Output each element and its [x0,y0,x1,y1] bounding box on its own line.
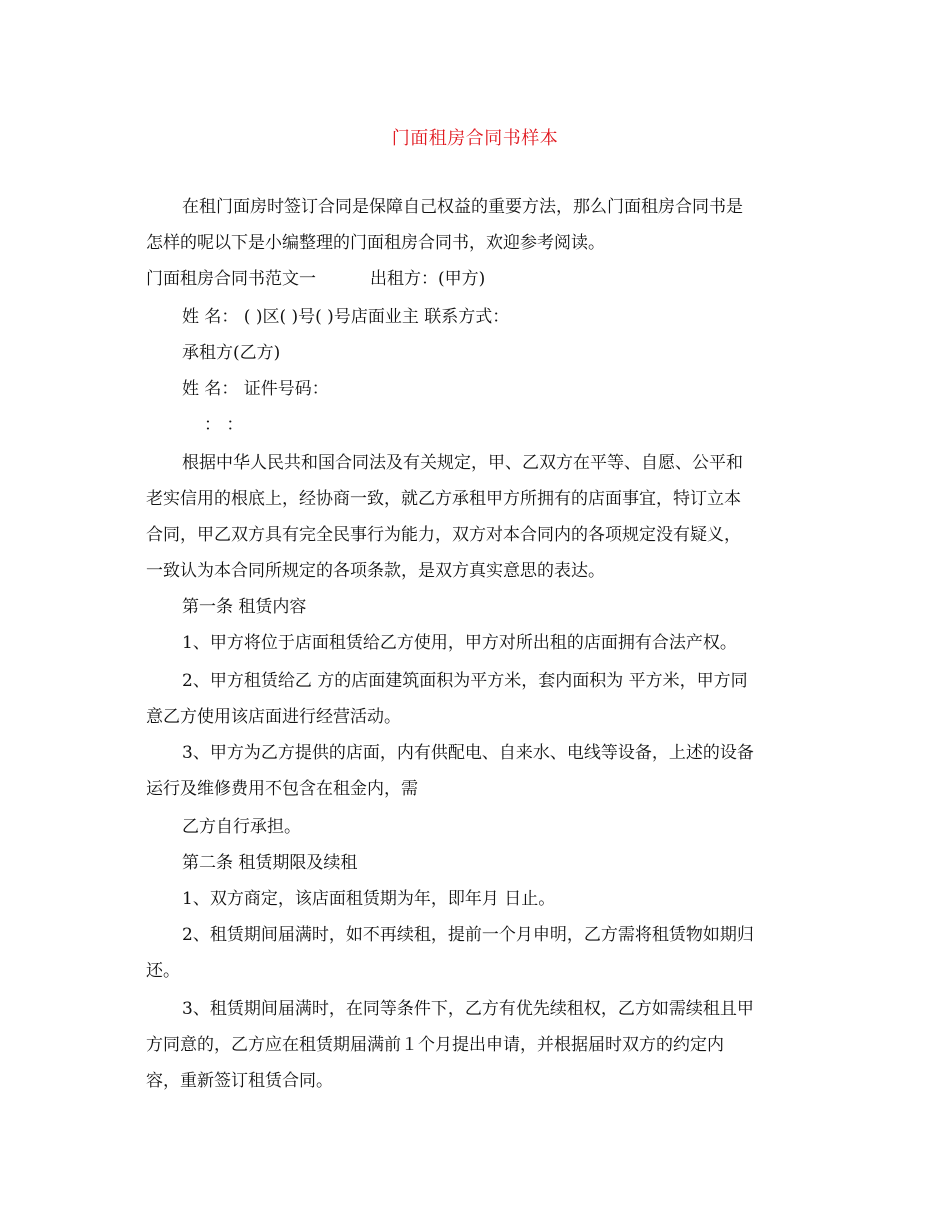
document-title: 门面租房合同书样本 [391,128,559,149]
clause-line: 3、租赁期间届满时，在同等条件下，乙方有优先续租权，乙方如需续租且甲 [182,999,754,1019]
section-heading: 第二条 租赁期限及续租 [182,853,358,873]
clause-line: 1、双方商定，该店面租赁期为年，即年月 日止。 [182,889,556,909]
lessee-name-line: 姓 名： 证件号码： [182,379,329,399]
clause-line: 方同意的，乙方应在租赁期届满前１个月提出申请，并根据届时双方的约定内 [146,1035,724,1055]
clause-line: 1、甲方将位于店面租赁给乙方使用，甲方对所出租的店面拥有合法产权。 [182,633,737,653]
paragraph-line: 一致认为本合同所规定的各项条款，是双方真实意思的表达。 [146,561,605,581]
sample-heading: 门面租房合同书范文一 [146,269,316,289]
section-heading: 第一条 租赁内容 [182,597,307,617]
clause-line: 意乙方使用该店面进行经营活动。 [146,707,401,727]
lessor-name-line: 姓 名： ( )区( )号( )号店面业主 联系方式： [182,307,510,327]
clause-line: 2、租赁期间届满时，如不再续租，提前一个月申明，乙方需将租赁物如期归 [182,925,754,945]
paragraph-line: 怎样的呢以下是小编整理的门面租房合同书，欢迎参考阅读。 [146,233,605,253]
paragraph-line: 老实信用的根底上，经协商一致，就乙方承租甲方所拥有的店面事宜，特订立本 [146,489,741,509]
lessee-label: 承租方(乙方) [182,343,281,363]
paragraph-line: 根据中华人民共和国合同法及有关规定，甲、乙双方在平等、自愿、公平和 [182,453,743,473]
paragraph-line: 在租门面房时签订合同是保障自己权益的重要方法，那么门面租房合同书是 [182,197,743,217]
blank-fields-line: ： ： [204,415,244,435]
lessor-label: 出租方：(甲方) [370,269,486,289]
clause-line: 容，重新签订租赁合同。 [146,1071,333,1091]
contract-heading-line [146,268,485,290]
paragraph-line: 合同，甲乙双方具有完全民事行为能力，双方对本合同内的各项规定没有疑义， [146,525,741,545]
clause-line: 乙方自行承担。 [182,817,301,837]
clause-line: 还。 [146,961,180,981]
clause-line: 3、甲方为乙方提供的店面，内有供配电、自来水、电线等设备，上述的设备 [182,743,754,763]
clause-line: 2、甲方租赁给乙 方的店面建筑面积为平方米，套内面积为 平方米，甲方同 [182,671,748,691]
clause-line: 运行及维修费用不包含在租金内，需 [146,779,418,799]
